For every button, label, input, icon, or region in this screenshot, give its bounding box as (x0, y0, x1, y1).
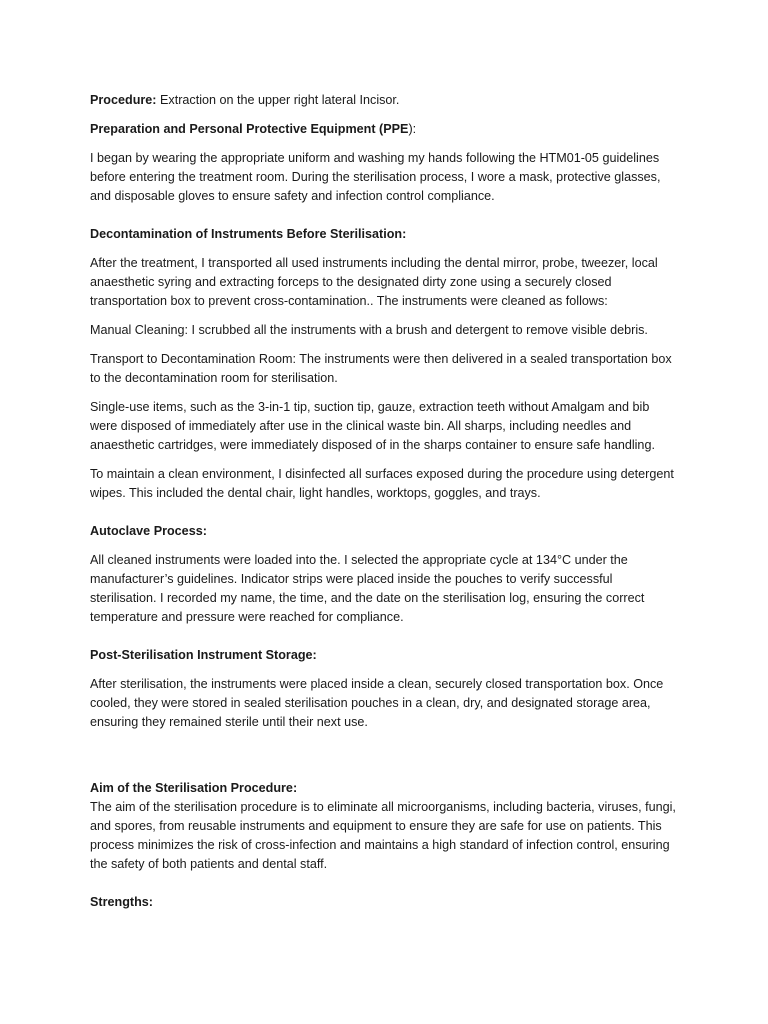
aim-paragraph: The aim of the sterilisation procedure is to eliminate all microorganisms, including bacteria, viruses, fungi, and spores, from reusable instruments and equipment to ensure they are safe for use on patients. This process minimizes the risk of cross-infection and maintains a high standard of infection control, ensuring the safety of both patients and dental staff. (90, 800, 676, 871)
ppe-heading-bold: Preparation and Personal Protective Equipment (PPE (90, 122, 409, 136)
ppe-heading-tail: ): (408, 122, 417, 136)
strengths-heading: Strengths: (90, 895, 153, 909)
ppe-heading (90, 120, 678, 139)
storage-paragraph: After sterilisation, the instruments were placed inside a clean, securely closed transportation box. Once cooled, they were stored in sealed sterilisation pouches in a clean, dry, and designated storage area, ensuring they remained sterile until their next use. (90, 677, 664, 729)
autoclave-heading: Autoclave Process: (90, 524, 207, 538)
ppe-paragraph: I began by wearing the appropriate uniform and washing my hands following the HTM01-05 guidelines before entering the treatment room. During the sterilisation process, I wore a mask, protective glasses, and disposable gloves to ensure safety and infection control compliance. (90, 151, 661, 203)
single-use-paragraph: Single-use items, such as the 3-in-1 tip, suction tip, gauze, extraction teeth without Amalgam and bib were disposed of immediately after use in the clinical waste bin. All sharps, including needles and anaesthetic cartridges, were immediately disposed of in the sharps container to ensure safe handling. (90, 400, 655, 452)
decontamination-heading: Decontamination of Instruments Before Sterilisation: (90, 227, 407, 241)
surfaces-paragraph: To maintain a clean environment, I disinfected all surfaces exposed during the procedure using detergent wipes. This included the dental chair, light handles, worktops, goggles, and trays. (90, 467, 674, 500)
aim-heading: Aim of the Sterilisation Procedure: (90, 781, 298, 795)
procedure-text: Extraction on the upper right lateral Incisor. (156, 93, 400, 107)
decontamination-intro: After the treatment, I transported all used instruments including the dental mirror, probe, tweezer, local anaesthetic syring and extracting forceps to the designated dirty zone using a securely closed transportation box to prevent cross-contamination.. The instruments were cleaned as follows: (90, 256, 658, 308)
storage-heading: Post-Sterilisation Instrument Storage: (90, 648, 317, 662)
autoclave-paragraph: All cleaned instruments were loaded into the. I selected the appropriate cycle at 134°C under the manufacturer’s guidelines. Indicator strips were placed inside the pouches to verify successful sterilisation. I recorded my name, the time, and the date on the sterilisation log, ensuring the correct temperature and pressure were reached for compliance. (90, 553, 645, 624)
manual-cleaning-paragraph: Manual Cleaning: I scrubbed all the instruments with a brush and detergent to remove visible debris. (90, 323, 648, 337)
procedure-label: Procedure: (90, 93, 157, 107)
transport-paragraph: Transport to Decontamination Room: The instruments were then delivered in a sealed transportation box to the decontamination room for sterilisation. (90, 352, 672, 385)
procedure-line (90, 91, 678, 110)
